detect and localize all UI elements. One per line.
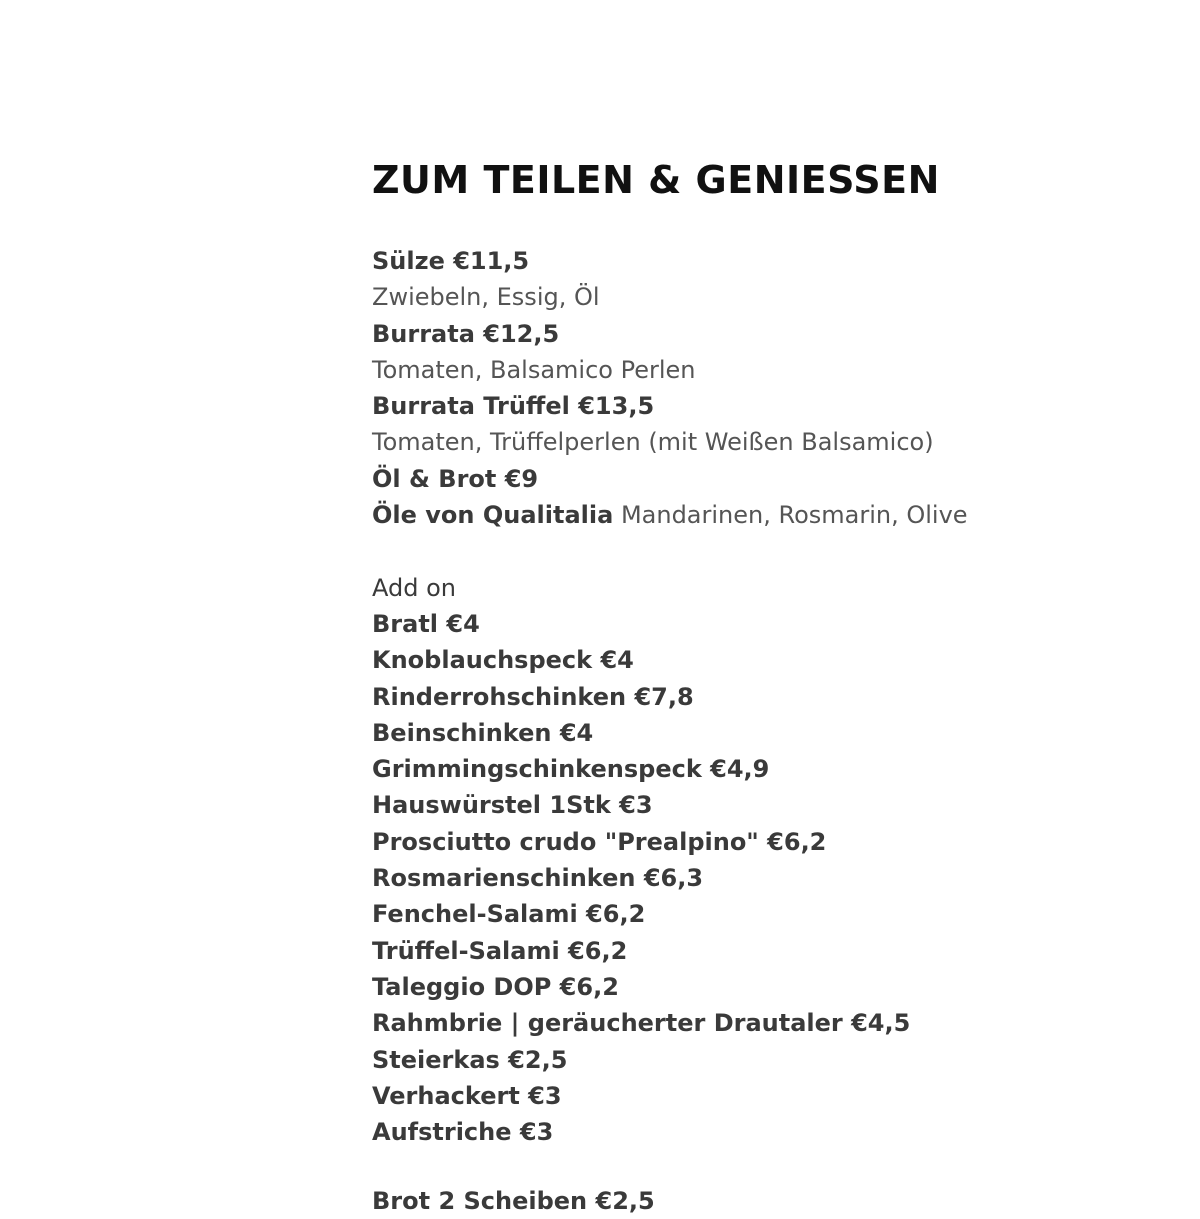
- menu-item-name: Öl & Brot €9: [372, 464, 539, 493]
- add-on-item: Beinschinken €4: [372, 718, 594, 747]
- add-on-item: Prosciutto crudo "Prealpino" €6,2: [372, 827, 827, 856]
- menu-list: [372, 243, 968, 1150]
- add-on-item: Taleggio DOP €6,2: [372, 972, 619, 1001]
- menu-item-oils: [372, 497, 968, 533]
- add-on-item: Knoblauchspeck €4: [372, 646, 634, 675]
- add-on-item: Verhackert €3: [372, 1081, 562, 1110]
- section-title: ZUM TEILEN & GENIESSEN: [372, 158, 940, 202]
- add-on-item: Aufstriche €3: [372, 1118, 554, 1147]
- add-on-item: Fenchel-Salami €6,2: [372, 900, 646, 929]
- menu-page: [372, 0, 1172, 1215]
- add-on-item: Steierkas €2,5: [372, 1045, 568, 1074]
- menu-item-description: Tomaten, Trüffelperlen (mit Weißen Balsamico): [372, 428, 934, 457]
- menu-item-description: Zwiebeln, Essig, Öl: [372, 283, 600, 312]
- add-on-item: Hauswürstel 1Stk €3: [372, 791, 653, 820]
- menu-item-description: Tomaten, Balsamico Perlen: [372, 355, 696, 384]
- add-on-item: Rosmarienschinken €6,3: [372, 864, 704, 893]
- menu-item-description: Mandarinen, Rosmarin, Olive: [620, 501, 968, 530]
- menu-item-cutoff: Brot 2 Scheiben €2,5: [372, 1187, 655, 1215]
- add-on-item: Bratl €4: [372, 609, 480, 638]
- add-on-item: Rinderrohschinken €7,8: [372, 682, 694, 711]
- menu-item-name: Öle von Qualitalia: [372, 501, 614, 530]
- add-on-heading: Add on: [372, 573, 456, 602]
- menu-item-name: Burrata Trüffel €13,5: [372, 392, 655, 421]
- add-on-item: Rahmbrie | geräucherter Drautaler €4,5: [372, 1009, 911, 1038]
- menu-item-name: Sülze €11,5: [372, 247, 530, 275]
- menu-item-name: Burrata €12,5: [372, 319, 560, 348]
- spacer: [372, 533, 968, 569]
- add-on-item: Trüffel-Salami €6,2: [372, 936, 628, 965]
- add-on-item: Grimmingschinkenspeck €4,9: [372, 755, 770, 784]
